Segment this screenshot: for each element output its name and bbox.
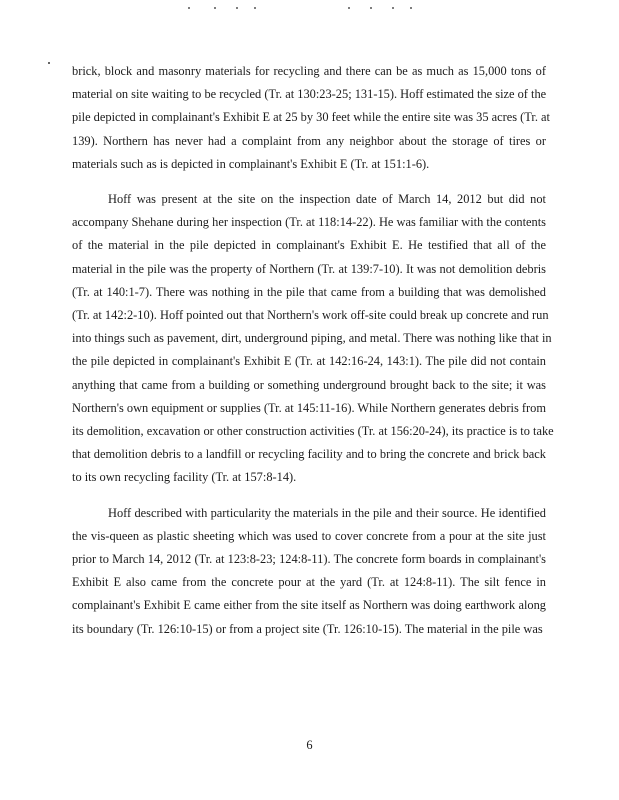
text-line: of the material in the pile depicted in complainant's Exhibit E. He testified that all of the bbox=[72, 238, 546, 253]
text-line: pile depicted in complainant's Exhibit E at 25 by 30 feet while the entire site was 35 acres (Tr. at bbox=[72, 110, 551, 125]
text-line: Hoff was present at the site on the inspection date of March 14, 2012 but did not bbox=[108, 192, 546, 207]
paragraph bbox=[72, 60, 551, 176]
text-line: into things such as pavement, dirt, underground piping, and metal. There was nothing like that in bbox=[72, 331, 552, 346]
scan-speck bbox=[348, 7, 350, 9]
text-line: Northern's own equipment or supplies (Tr. at 145:11-16). While Northern generates debris from bbox=[72, 400, 546, 415]
paragraph bbox=[72, 188, 554, 490]
paragraph-gap bbox=[72, 490, 546, 502]
text-line: that demolition debris to a landfill or recycling facility and to bring the concrete and brick back bbox=[72, 447, 546, 462]
page-number: 6 bbox=[306, 738, 313, 752]
text-line: anything that came from a building or something underground brought back to the site; it was bbox=[72, 377, 546, 392]
text-line: brick, block and masonry materials for recycling and there can be as much as 15,000 tons of bbox=[72, 64, 546, 78]
text-line: its boundary (Tr. 126:10-15) or from a project site (Tr. 126:10-15). The material in the pile was bbox=[72, 621, 543, 636]
text-line: (Tr. at 140:1-7). There was nothing in the pile that came from a building that was demolished bbox=[72, 284, 546, 299]
scan-speck bbox=[188, 7, 190, 9]
scan-speck bbox=[214, 7, 216, 9]
text-line: the vis-queen as plastic sheeting which was used to cover concrete from a pour at the site just bbox=[72, 528, 546, 543]
scan-speck bbox=[48, 62, 50, 64]
text-line: its demolition, excavation or other construction activities (Tr. at 156:20-24), its practice is to take bbox=[72, 424, 554, 439]
text-line: Exhibit E also came from the concrete pour at the yard (Tr. at 124:8-11). The silt fence in bbox=[72, 575, 546, 590]
text-line: 139). Northern has never had a complaint from any neighbor about the storage of tires or bbox=[72, 133, 546, 148]
text-line: material on site waiting to be recycled (Tr. at 130:23-25; 131-15). Hoff estimated the size of the bbox=[72, 87, 547, 102]
text-line: the pile depicted in complainant's Exhibit E (Tr. at 142:16-24, 143:1). The pile did not contain bbox=[72, 354, 546, 369]
body-text bbox=[72, 60, 554, 641]
text-line: accompany Shehane during her inspection (Tr. at 118:14-22). He was familiar with the contents bbox=[72, 215, 546, 230]
scan-speck bbox=[254, 7, 256, 9]
paragraph-gap bbox=[72, 176, 546, 188]
scan-speck bbox=[236, 7, 238, 9]
text-line: complainant's Exhibit E came either from the site itself as Northern was doing earthwork along bbox=[72, 598, 546, 613]
scan-speck bbox=[370, 7, 372, 9]
text-line: (Tr. at 142:2-10). Hoff pointed out that Northern's work off-site could break up concrete and run bbox=[72, 308, 549, 323]
text-line: Hoff described with particularity the materials in the pile and their source. He identified bbox=[108, 505, 546, 520]
text-line: material in the pile was the property of Northern (Tr. at 139:7-10). It was not demolition debris bbox=[72, 261, 546, 276]
paragraph bbox=[72, 502, 546, 641]
scan-artifacts bbox=[170, 4, 430, 14]
text-line: materials such as is depicted in complainant's Exhibit E (Tr. at 151:1-6). bbox=[72, 156, 430, 171]
text-line: prior to March 14, 2012 (Tr. at 123:8-23; 124:8-11). The concrete form boards in complainant's bbox=[72, 552, 546, 567]
text-line: to its own recycling facility (Tr. at 157:8-14). bbox=[72, 470, 297, 485]
scan-speck bbox=[392, 7, 394, 9]
scan-speck bbox=[410, 7, 412, 9]
